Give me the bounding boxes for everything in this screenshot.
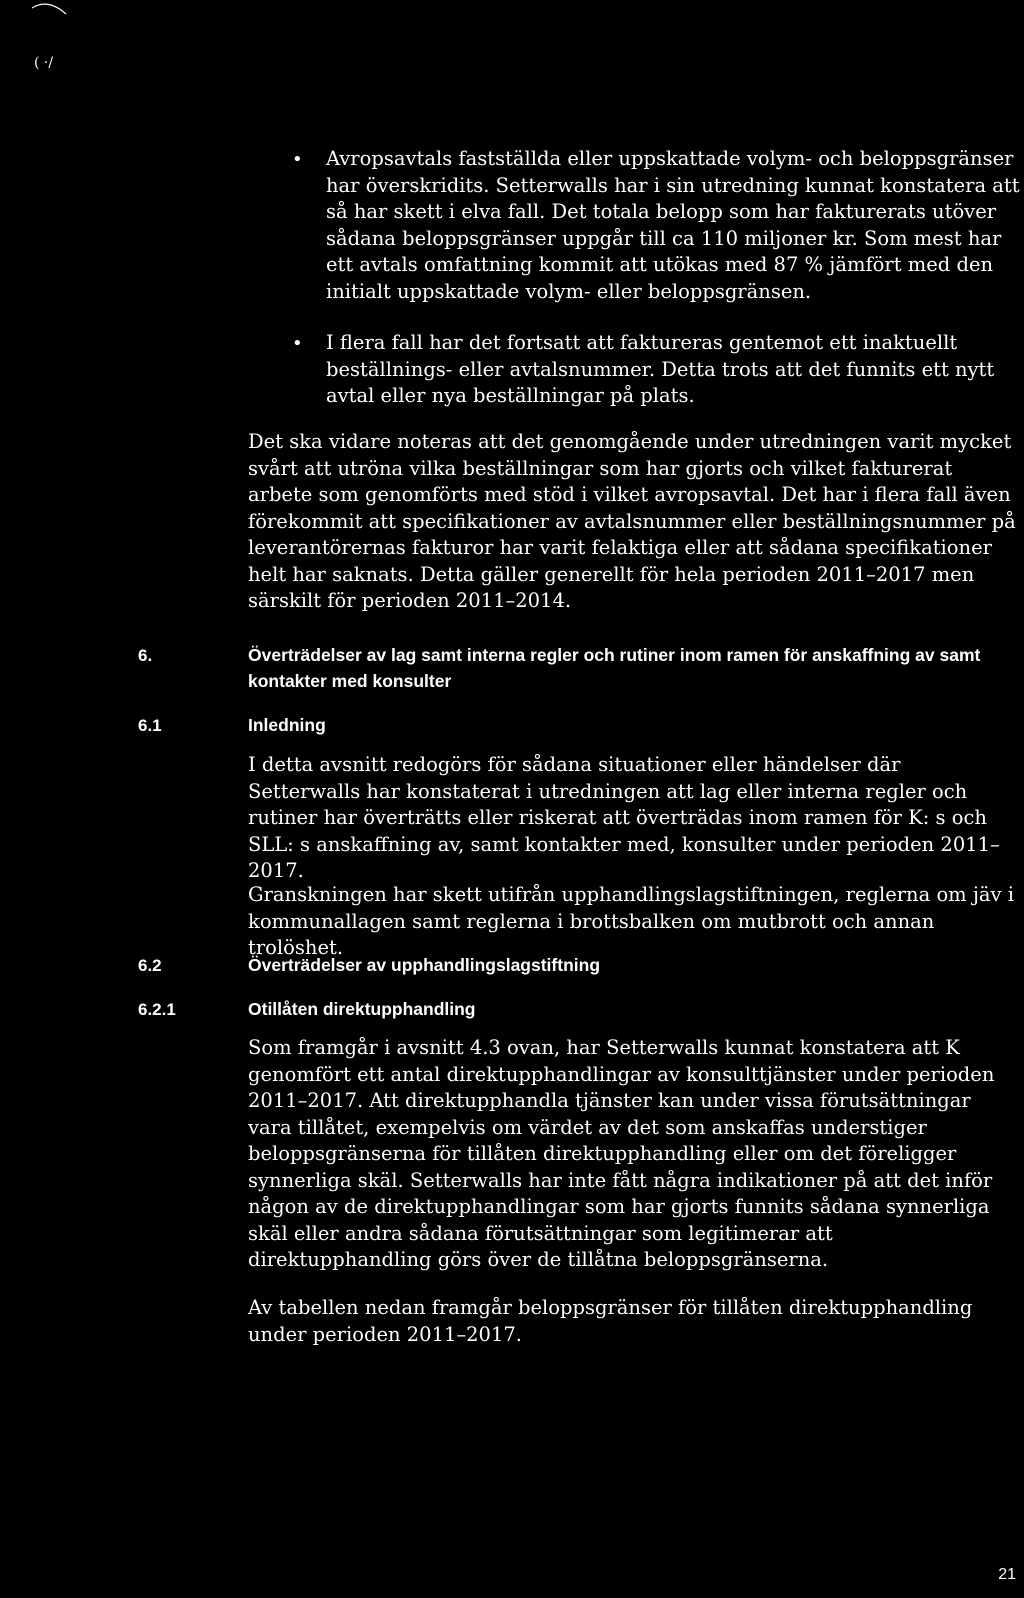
section-6-2-heading: Överträdelser av upphandlingslagstiftning [248,955,601,975]
paragraph-note: Det ska vidare noteras att det genomgående under utredningen varit mycket svårt att utröna vilka beställningar som har gjorts och vilket fakturerat arbete som genomförts med stöd i vilket avropsavtal. Det har i flera fall även förekommit att specifikationer av avtalsnummer eller beställningsnummer på leverantörernas fakturor har varit felaktiga eller att sådana specifikationer helt har saknats. Detta gäller generellt för hela perioden 2011–2017 men särskilt för perioden 2011–2014. [248,430,1016,612]
section-6-2-1-heading: Otillåten direktupphandling [248,999,476,1019]
paragraph-6-1-a: I detta avsnitt redogörs för sådana situationer eller händelser där Setterwalls har konstaterat i utredningen att lag eller interna regler och rutiner har överträtts eller riskerat att överträdas inom ramen för K: s och SLL: s anskaffning av, samt kontakter med, konsulter under perioden 2011–2017. [248,753,1000,882]
section-6-2-number: 6.2 [138,956,162,975]
section-6-heading: Överträdelser av lag samt interna regler och rutiner inom ramen för anskaffning av samt kontakter med konsulter [248,645,981,691]
paragraph-6-2-1-b: Av tabellen nedan framgår beloppsgränser för tillåten direktupphandling under perioden 2011–2017. [248,1296,973,1346]
section-6-number: 6. [138,646,153,665]
page-number: 21 [998,1566,1016,1583]
paragraph-6-1-b: Granskningen har skett utifrån upphandlingslagstiftningen, reglerna om jäv i kommunallagen samt reglerna i brottsbalken om mutbrott och annan trolöshet. [248,883,1014,959]
section-6-1-number: 6.1 [138,716,162,735]
bullet-dot-1: • [292,149,303,170]
bullet-item-1: Avropsavtals fastställda eller uppskattade volym- och beloppsgränser har överskridits. Setterwalls har i sin utredning kunnat konstatera att så har skett i elva fall. Det totala belopp som har fakturerats utöver sådana beloppsgränser uppgår till ca 110 miljoner kr. Som mest har ett avtals omfattning kommit att utökas med 87 % jämfört med den initialt uppskattade volym- eller beloppsgränsen. [326,147,1020,303]
bullet-dot-2: • [292,333,303,354]
scan-mark-curve [30,0,70,20]
section-6-2-1-number: 6.2.1 [138,1000,176,1019]
scan-mark-corner: ( ·/ [34,55,54,71]
paragraph-6-2-1-a: Som framgår i avsnitt 4.3 ovan, har Setterwalls kunnat konstatera att K genomfört ett antal direktupphandlingar av konsulttjänster under perioden 2011–2017. Att direktupphandla tjänster kan under vissa förutsättningar vara tillåtet, exempelvis om värdet av det som anskaffas understiger beloppsgränserna för tillåten direktupphandling eller om det föreligger synnerliga skäl. Setterwalls har inte fått några indikationer på att det inför någon av de direktupphandlingar som har gjorts funnits sådana synnerliga skäl eller andra sådana förutsättningar som legitimerar att direktupphandling görs över de tillåtna beloppsgränserna. [248,1036,995,1271]
section-6-1-heading: Inledning [248,715,326,735]
bullet-item-2: I flera fall har det fortsatt att faktureras gentemot ett inaktuellt beställnings- eller avtalsnummer. Detta trots att det funnits ett nytt avtal eller nya beställningar på plats. [326,331,995,407]
